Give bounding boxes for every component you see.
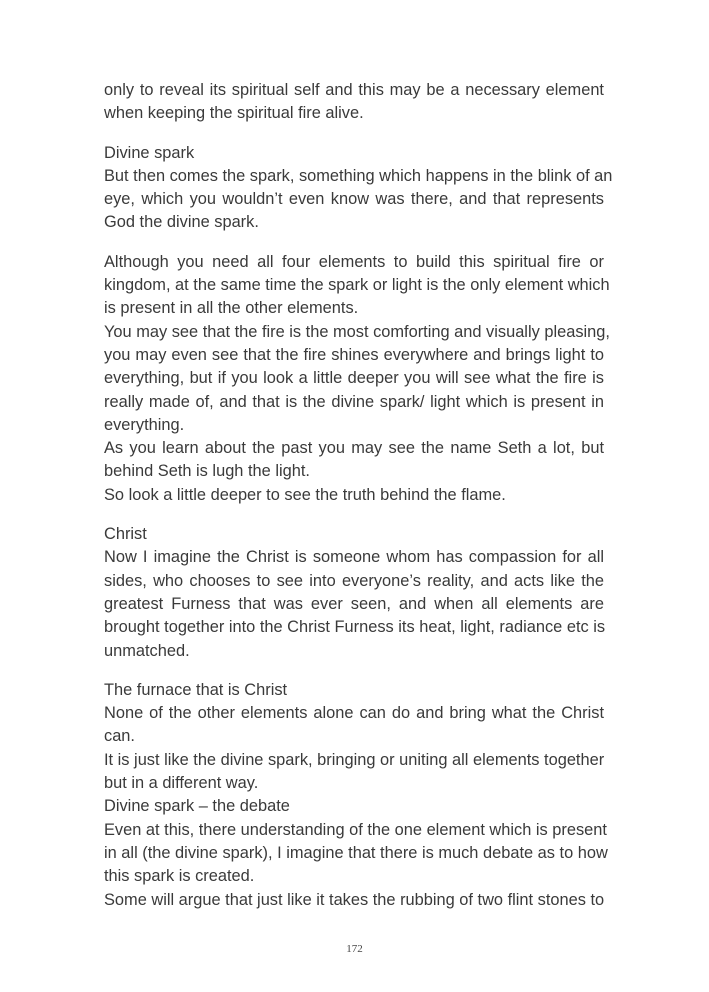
text-line: greatest Furness that was ever seen, and when all elements are <box>104 594 604 613</box>
text-line: you may even see that the fire shines everywhere and brings light to <box>104 345 604 364</box>
paragraph-block <box>104 142 613 235</box>
text-line: It is just like the divine spark, bringing or uniting all elements together <box>104 750 605 769</box>
text-line: this spark is created. <box>104 867 255 886</box>
text-line: everything, but if you look a little deeper you will see what the fire is <box>104 369 604 388</box>
text-line: So look a little deeper to see the truth behind the flame. <box>104 485 506 504</box>
text-line: everything. <box>104 415 185 434</box>
text-line: eye, which you wouldn’t even know was there, and that represents <box>104 190 604 209</box>
text-line: Christ <box>104 525 147 544</box>
text-line: God the divine spark. <box>104 213 259 232</box>
text-line: But then comes the spark, something which happens in the blink of an <box>104 166 613 185</box>
text-line: kingdom, at the same time the spark or light is the only element which <box>104 276 610 295</box>
text-line: The furnace that is Christ <box>104 680 288 699</box>
text-line: brought together into the Christ Furness its heat, light, radiance etc is <box>104 618 606 637</box>
text-line: Divine spark – the debate <box>104 797 290 816</box>
page-number: 172 <box>346 943 363 955</box>
paragraph-block <box>104 679 608 912</box>
paragraph-block <box>104 523 604 663</box>
text-line: Some will argue that just like it takes the rubbing of two flint stones to <box>104 890 605 909</box>
text-line: behind Seth is lugh the light. <box>104 462 310 481</box>
text-line: is present in all the other elements. <box>104 299 359 318</box>
text-line: when keeping the spiritual fire alive. <box>104 104 364 123</box>
text-line: can. <box>104 727 135 746</box>
text-line: Even at this, there understanding of the one element which is present <box>104 820 607 839</box>
text-line: You may see that the fire is the most comforting and visually pleasing, <box>104 322 610 341</box>
paragraph-block <box>104 251 610 507</box>
text-line: unmatched. <box>104 641 190 660</box>
text-line: Although you need all four elements to build this spiritual fire or <box>104 252 604 271</box>
text-line: only to reveal its spiritual self and this may be a necessary element <box>104 81 604 99</box>
text-line: but in a different way. <box>104 774 259 793</box>
text-line: Now I imagine the Christ is someone whom has compassion for all <box>104 548 604 567</box>
text-line: As you learn about the past you may see the name Seth a lot, but <box>104 439 604 458</box>
page-body <box>104 79 613 928</box>
text-line: None of the other elements alone can do and bring what the Christ <box>104 704 604 723</box>
text-line: in all (the divine spark), I imagine that there is much debate as to how <box>104 843 608 862</box>
paragraph-block <box>104 79 604 126</box>
text-line: really made of, and that is the divine spark/ light which is present in <box>104 392 604 411</box>
text-line: Divine spark <box>104 143 195 162</box>
text-line: sides, who chooses to see into everyone’s reality, and acts like the <box>104 571 604 590</box>
